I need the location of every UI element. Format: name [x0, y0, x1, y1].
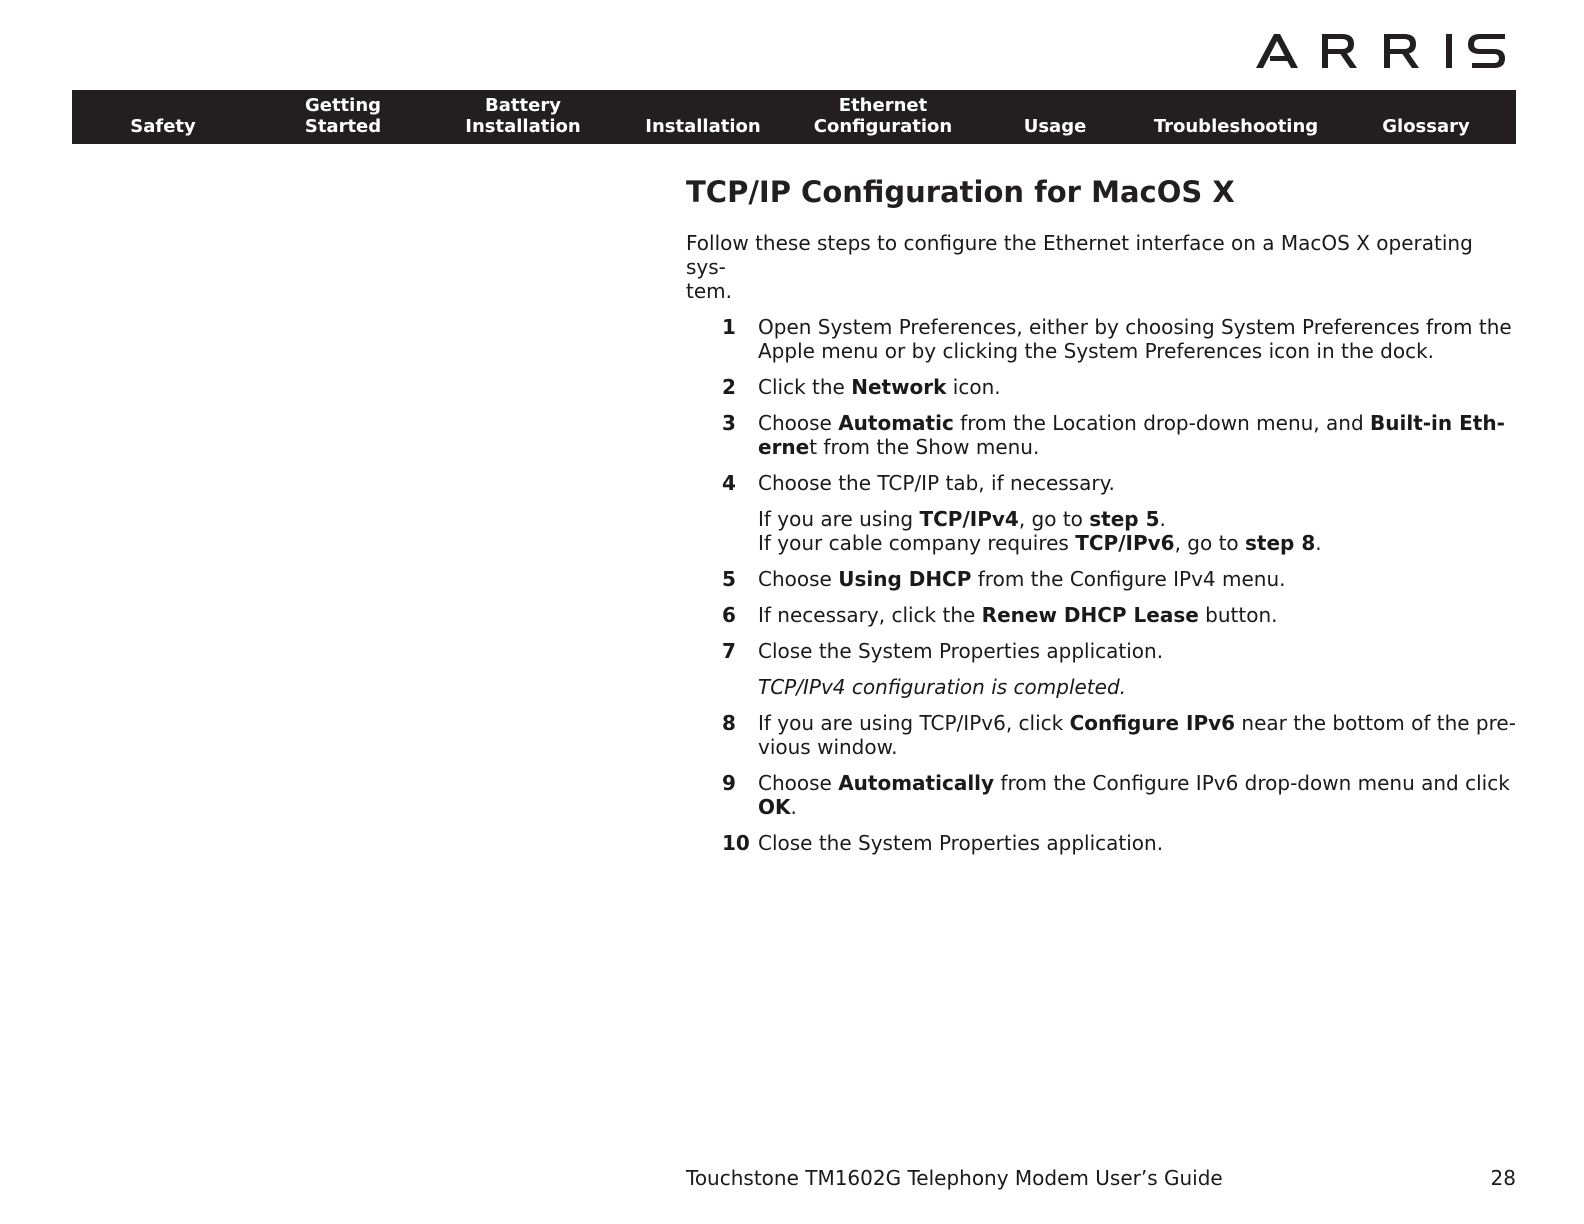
steps-list	[686, 315, 1516, 855]
footer-guide-title: Touchstone TM1602G Telephony Modem User’s Guide	[686, 1166, 1223, 1190]
step-3: 3 Choose Automatic from the Location drop-down menu, and Built-in Eth- ernet from the Show menu.	[722, 411, 1505, 459]
step-7: 7 Close the System Properties application.	[722, 639, 1164, 663]
step-7-note: TCP/IPv4 configuration is completed.	[758, 675, 1127, 699]
step-4: 4 Choose the TCP/IP tab, if necessary.	[722, 471, 1115, 495]
nav-tab-glossary[interactable]: Glossary	[1382, 116, 1470, 137]
step-number: 9	[722, 771, 736, 795]
step-number: 5	[722, 567, 736, 591]
intro-paragraph: Follow these steps to configure the Ethernet interface on a MacOS X operating sys- tem.	[686, 231, 1473, 303]
page-footer	[686, 1166, 1516, 1190]
nav-tab-battery-installation[interactable]: Battery Installation	[465, 95, 581, 137]
nav-tab-safety[interactable]: Safety	[130, 116, 196, 137]
nav-tab-getting-started[interactable]: Getting Started	[304, 95, 382, 137]
step-number: 7	[722, 639, 736, 663]
step-8: 8 If you are using TCP/IPv6, click Configure IPv6 near the bottom of the pre- vious window.	[722, 711, 1516, 759]
step-2: 2 Click the Network icon.	[722, 375, 1001, 399]
step-number: 10	[722, 831, 750, 855]
section-nav-bar	[72, 90, 1516, 144]
step-10: 10 Close the System Properties application.	[722, 831, 1164, 855]
step-5: 5 Choose Using DHCP from the Configure IPv4 menu.	[722, 567, 1286, 591]
page-number: 28	[1490, 1166, 1516, 1190]
step-number: 6	[722, 603, 736, 627]
main-content	[686, 172, 1516, 867]
arris-logo-mark	[1256, 34, 1506, 70]
arris-logo	[1256, 30, 1506, 74]
nav-tab-usage[interactable]: Usage	[1023, 116, 1087, 137]
step-9: 9 Choose Automatically from the Configure IPv6 drop-down menu and click OK.	[722, 771, 1510, 819]
nav-tab-ethernet-configuration[interactable]: Ethernet Configuration	[813, 95, 953, 137]
step-6: 6 If necessary, click the Renew DHCP Lease button.	[722, 603, 1278, 627]
step-4-note: If you are using TCP/IPv4, go to step 5. If your cable company requires TCP/IPv6, go to step 8.	[758, 507, 1322, 555]
step-number: 4	[722, 471, 736, 495]
nav-tab-troubleshooting[interactable]: Troubleshooting	[1153, 116, 1319, 137]
step-1: 1 Open System Preferences, either by choosing System Preferences from the Apple menu or by clicking the System Preferences icon in the dock.	[722, 315, 1512, 363]
step-number: 3	[722, 411, 736, 435]
nav-tab-installation[interactable]: Installation	[645, 116, 761, 137]
step-number: 1	[722, 315, 736, 339]
step-number: 2	[722, 375, 736, 399]
step-number: 8	[722, 711, 736, 735]
page-title: TCP/IP Configuration for MacOS X	[686, 175, 1235, 209]
